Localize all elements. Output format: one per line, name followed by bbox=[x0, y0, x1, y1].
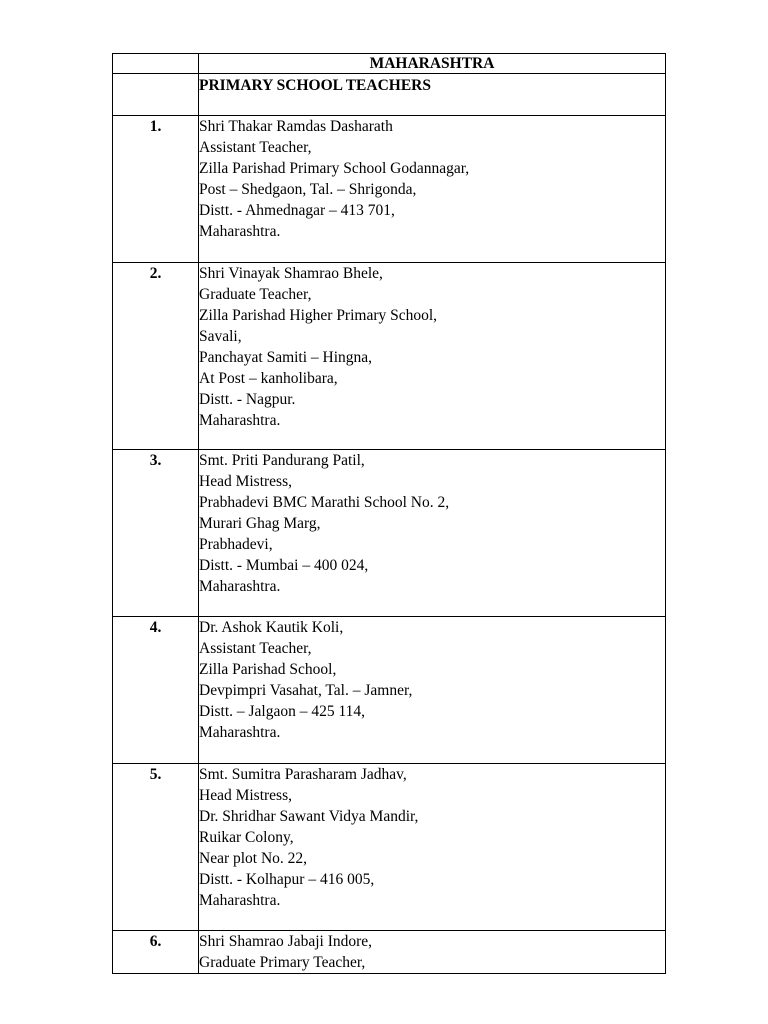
entry-number-cell bbox=[113, 450, 199, 617]
address-line: Devpimpri Vasahat, Tal. – Jamner, bbox=[199, 682, 413, 699]
teacher-name: Shri Shamrao Jabaji Indore, bbox=[199, 933, 373, 950]
entry-address-cell bbox=[199, 263, 666, 450]
entry-address-cell bbox=[199, 931, 666, 974]
address-line: Murari Ghag Marg, bbox=[199, 515, 321, 532]
category-title-cell bbox=[199, 74, 666, 116]
teacher-designation: Graduate Primary Teacher, bbox=[199, 954, 366, 971]
teacher-name: Shri Thakar Ramdas Dasharath bbox=[199, 118, 393, 135]
table-row bbox=[113, 116, 666, 263]
entry-number: 2. bbox=[149, 265, 162, 282]
entry-address-cell bbox=[199, 764, 666, 931]
teacher-designation: Assistant Teacher, bbox=[199, 640, 312, 657]
address-line: Maharashtra. bbox=[199, 892, 281, 909]
teachers-table bbox=[112, 53, 666, 974]
entry-address-cell bbox=[199, 617, 666, 764]
address-line: Post – Shedgaon, Tal. – Shrigonda, bbox=[199, 181, 417, 198]
address-line: Distt. - Nagpur. bbox=[199, 391, 296, 408]
address-line: Maharashtra. bbox=[199, 223, 281, 240]
address-line: Distt. - Mumbai – 400 024, bbox=[199, 557, 369, 574]
entry-address-cell bbox=[199, 450, 666, 617]
category-title: PRIMARY SCHOOL TEACHERS bbox=[199, 77, 431, 94]
entry-number-cell bbox=[113, 263, 199, 450]
address-line: Distt. – Jalgaon – 425 114, bbox=[199, 703, 366, 720]
state-title: MAHARASHTRA bbox=[369, 55, 495, 72]
category-number-cell bbox=[113, 74, 199, 116]
address-line: Near plot No. 22, bbox=[199, 850, 308, 867]
address-line: Distt. - Kolhapur – 416 005, bbox=[199, 871, 375, 888]
entry-number-cell bbox=[113, 931, 199, 974]
address-line: Maharashtra. bbox=[199, 724, 281, 741]
address-line: Prabhadevi BMC Marathi School No. 2, bbox=[199, 494, 450, 511]
table-row bbox=[113, 931, 666, 974]
teacher-designation: Graduate Teacher, bbox=[199, 286, 312, 303]
entry-number: 3. bbox=[149, 452, 162, 469]
state-title-cell bbox=[199, 54, 666, 74]
teacher-name: Smt. Priti Pandurang Patil, bbox=[199, 452, 365, 469]
address-line: Dr. Shridhar Sawant Vidya Mandir, bbox=[199, 808, 419, 825]
table-row bbox=[113, 450, 666, 617]
address-line: Distt. - Ahmednagar – 413 701, bbox=[199, 202, 395, 219]
teacher-name: Shri Vinayak Shamrao Bhele, bbox=[199, 265, 383, 282]
address-line: Savali, bbox=[199, 328, 242, 345]
address-line: Panchayat Samiti – Hingna, bbox=[199, 349, 373, 366]
entry-number-cell bbox=[113, 617, 199, 764]
teacher-designation: Head Mistress, bbox=[199, 787, 292, 804]
category-header-row bbox=[113, 74, 666, 116]
entry-number-cell bbox=[113, 116, 199, 263]
entry-number: 4. bbox=[149, 619, 162, 636]
state-header-row bbox=[113, 54, 666, 74]
address-line: Maharashtra. bbox=[199, 578, 281, 595]
address-line: At Post – kanholibara, bbox=[199, 370, 338, 387]
state-number-cell bbox=[113, 54, 199, 74]
entry-number: 1. bbox=[149, 118, 162, 135]
address-line: Zilla Parishad School, bbox=[199, 661, 337, 678]
entry-address-cell bbox=[199, 116, 666, 263]
address-line: Zilla Parishad Higher Primary School, bbox=[199, 307, 438, 324]
entry-number: 6. bbox=[149, 933, 162, 950]
teacher-designation: Head Mistress, bbox=[199, 473, 292, 490]
entry-number-cell bbox=[113, 764, 199, 931]
address-line: Ruikar Colony, bbox=[199, 829, 294, 846]
teacher-name: Dr. Ashok Kautik Koli, bbox=[199, 619, 344, 636]
table-row bbox=[113, 764, 666, 931]
entry-number: 5. bbox=[149, 766, 162, 783]
table-row bbox=[113, 617, 666, 764]
teacher-name: Smt. Sumitra Parasharam Jadhav, bbox=[199, 766, 407, 783]
address-line: Prabhadevi, bbox=[199, 536, 273, 553]
table-row bbox=[113, 263, 666, 450]
teacher-designation: Assistant Teacher, bbox=[199, 139, 312, 156]
address-line: Maharashtra. bbox=[199, 412, 281, 429]
address-line: Zilla Parishad Primary School Godannagar, bbox=[199, 160, 470, 177]
